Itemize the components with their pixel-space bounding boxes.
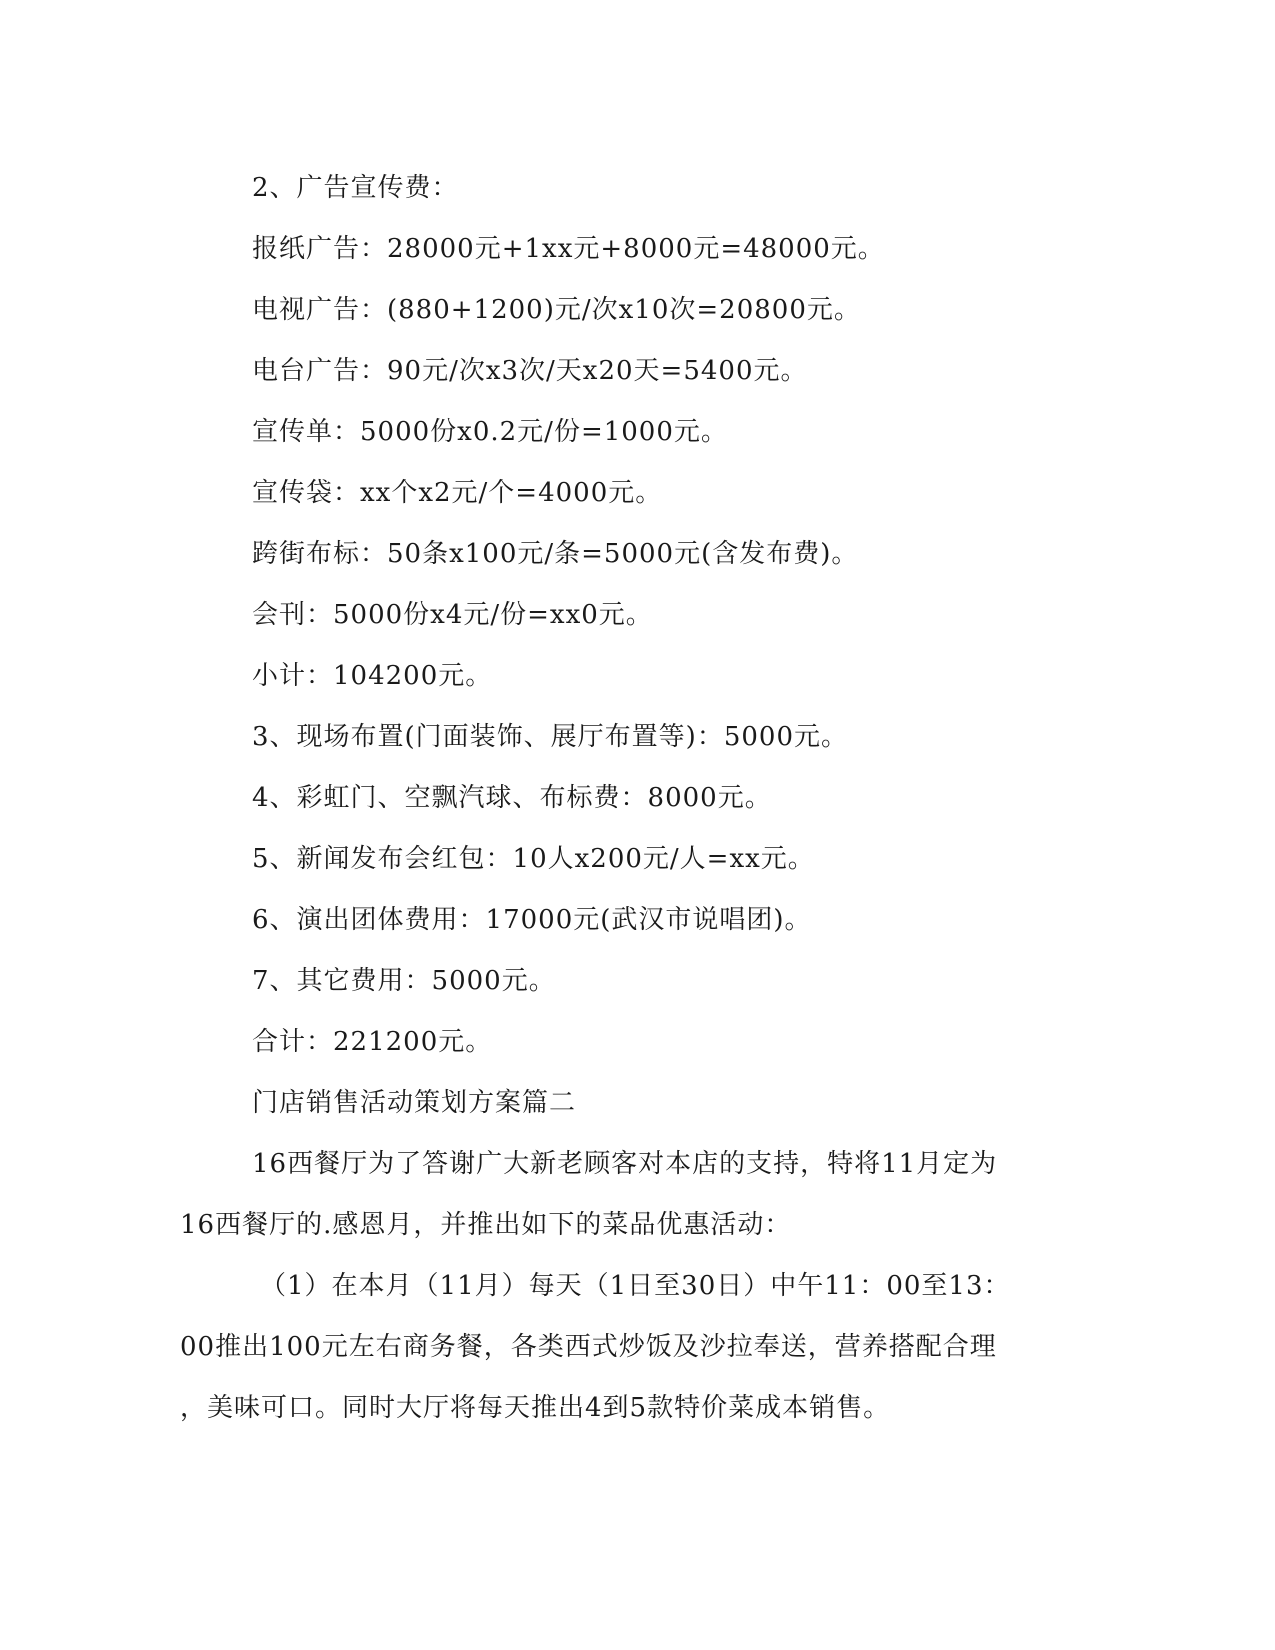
- paragraph-intro-line-2: 16西餐厅的.感恩月，并推出如下的菜品优惠活动：: [180, 1210, 792, 1240]
- section-heading-press: 5、新闻发布会红包：10人x200元/人=xx元。: [252, 844, 815, 874]
- cost-item-bag: 宣传袋：xx个x2元/个=4000元。: [252, 478, 663, 508]
- paragraph-offer-line-2: 00推出100元左右商务餐，各类西式炒饭及沙拉奉送，营养搭配合理: [180, 1332, 997, 1362]
- grand-total: 合计：221200元。: [252, 1027, 493, 1057]
- article-title-part-two: 门店销售活动策划方案篇二: [252, 1088, 577, 1118]
- section-heading-other: 7、其它费用：5000元。: [252, 966, 556, 996]
- cost-item-magazine: 会刊：5000份x4元/份=xx0元。: [252, 600, 653, 630]
- cost-item-tv: 电视广告：(880+1200)元/次x10次=20800元。: [252, 295, 861, 325]
- cost-item-flyer: 宣传单：5000份x0.2元/份=1000元。: [252, 417, 728, 447]
- cost-item-newspaper: 报纸广告：28000元+1xx元+8000元=48000元。: [252, 234, 885, 264]
- paragraph-intro-line-1: 16西餐厅为了答谢广大新老顾客对本店的支持，特将11月定为: [252, 1149, 998, 1179]
- subtotal: 小计：104200元。: [252, 661, 493, 691]
- paragraph-offer-line-3: ，美味可口。同时大厅将每天推出4到5款特价菜成本销售。: [180, 1393, 891, 1423]
- section-heading-advertising: 2、广告宣传费：: [252, 173, 459, 203]
- section-heading-decorations: 4、彩虹门、空飘汽球、布标费：8000元。: [252, 783, 772, 813]
- paragraph-offer-line-1: （1）在本月（11月）每天（1日至30日）中午11：00至13：: [260, 1271, 1011, 1301]
- cost-item-banner: 跨街布标：50条x100元/条=5000元(含发布费)。: [252, 539, 859, 569]
- section-heading-venue: 3、现场布置(门面装饰、展厅布置等)：5000元。: [252, 722, 848, 752]
- cost-item-radio: 电台广告：90元/次x3次/天x20天=5400元。: [252, 356, 808, 386]
- document-body: [180, 158, 1060, 1439]
- section-heading-performance: 6、演出团体费用：17000元(武汉市说唱团)。: [252, 905, 812, 935]
